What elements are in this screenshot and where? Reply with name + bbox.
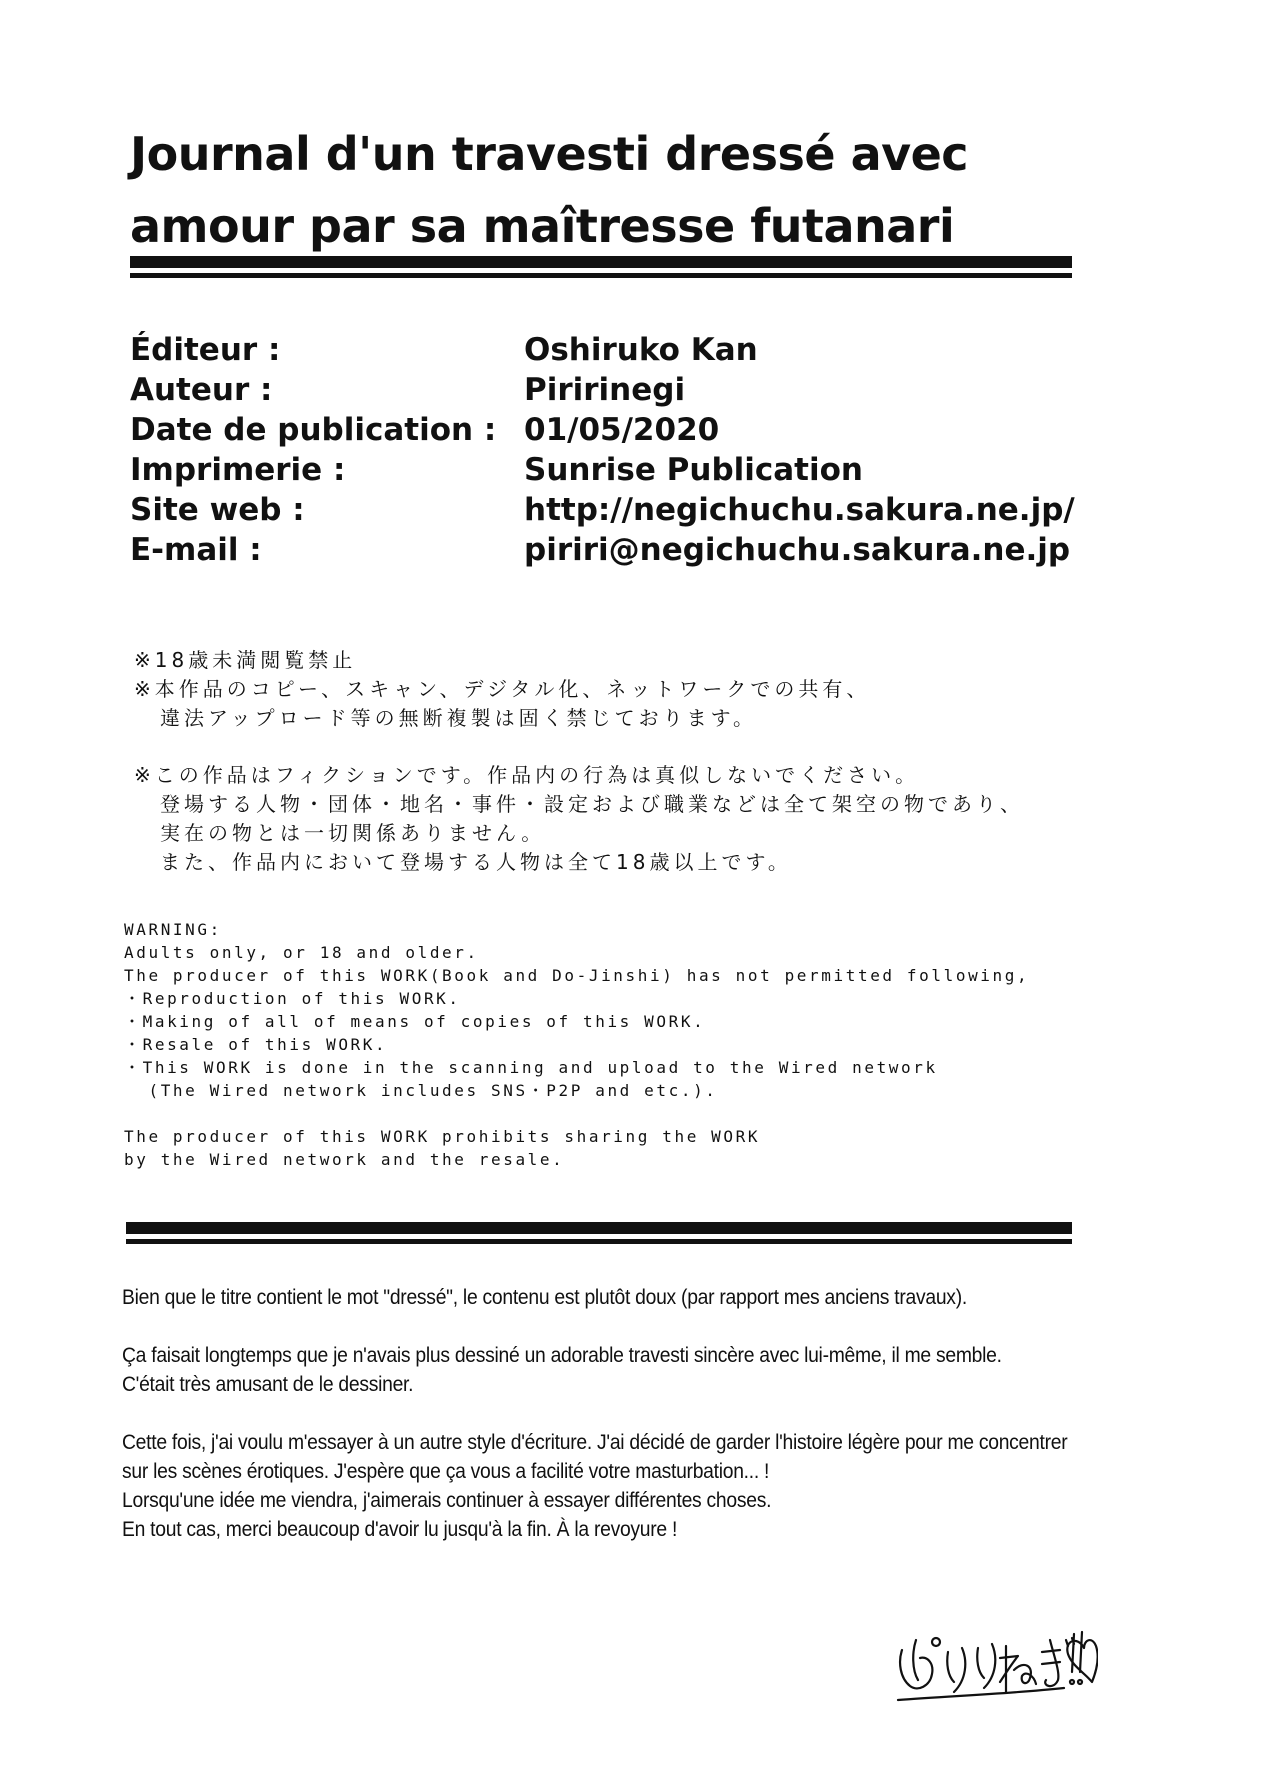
warning-line: WARNING: [124,920,222,939]
colophon-row-email [130,530,1075,570]
author-signature [888,1600,1098,1710]
colophon-value: Piririnegi [524,372,686,408]
notice-line: 実在の物とは一切関係ありません。 [160,821,546,845]
warning-line: Adults only, or 18 and older. [124,943,479,962]
divider-top [130,256,1072,278]
colophon-value: piriri@negichuchu.sakura.ne.jp [524,532,1071,568]
english-warning [124,918,1029,1171]
colophon-table [130,330,1075,570]
colophon-value: http://negichuchu.sakura.ne.jp/ [524,492,1075,528]
colophon-label: Site web : [130,492,305,528]
colophon-label: Imprimerie : [130,452,346,488]
colophon-label: Auteur : [130,372,273,408]
page-title [130,118,1130,262]
notice-line: 登場する人物・団体・地名・事件・設定および職業などは全て架空の物であり、 [160,792,1024,816]
afterword-line: Lorsqu'une idée me viendra, j'aimerais continuer à essayer différentes choses. [122,1489,772,1512]
notice-line: 違法アップロード等の無断複製は固く禁じております。 [160,706,757,730]
warning-line: The producer of this WORK(Book and Do-Jinshi) has not permitted following, [124,966,1030,985]
afterword-spacer [122,1312,1067,1341]
colophon-value: Oshiruko Kan [524,332,758,368]
signature-graphic [888,1600,1098,1710]
heart-icon [1067,1640,1097,1682]
afterword-line: Ça faisait longtemps que je n'avais plus dessiné un adorable travesti sincère avec lui-même, il me semble. [122,1344,1002,1367]
title-line-2: amour par sa maîtresse futanari [130,199,955,253]
title-line-1: Journal d'un travesti dressé avec [130,127,969,181]
afterword-line: Cette fois, j'ai voulu m'essayer à un autre style d'écriture. J'ai décidé de garder l'histoire légère pour me concentrer [122,1431,1068,1454]
notice-line: ※この作品はフィクションです。作品内の行為は真似しないでください。 [134,763,920,787]
colophon-row-author [130,370,1075,410]
afterword-line: Bien que le titre contient le mot "dressé", le contenu est plutôt doux (par rapport mes anciens travaux). [122,1286,967,1309]
warning-spacer [124,1102,1029,1125]
colophon-value: 01/05/2020 [524,412,720,448]
colophon-row-website [130,490,1075,530]
japanese-copyright-notice [134,646,870,733]
notice-line: ※18歳未満閲覧禁止 [134,648,357,672]
author-afterword [122,1283,1067,1544]
afterword-line: sur les scènes érotiques. J'espère que ça vous a facilité votre masturbation... ! [122,1460,770,1483]
warning-line: ・Reproduction of this WORK. [124,989,461,1008]
afterword-line: En tout cas, merci beaucoup d'avoir lu jusqu'à la fin. À la revoyure ! [122,1518,678,1541]
colophon-row-printer [130,450,1075,490]
warning-line: ・Making of all of means of copies of this WORK. [124,1012,706,1031]
warning-line: by the Wired network and the resale. [124,1150,565,1169]
colophon-row-editor [130,330,1075,370]
colophon-label: Éditeur : [130,332,281,368]
warning-line: The producer of this WORK prohibits sharing the WORK [124,1127,761,1146]
notice-line: また、作品内において登場する人物は全て18歳以上です。 [160,850,792,874]
afterword-line: C'était très amusant de le dessiner. [122,1373,414,1396]
afterword-spacer [122,1399,1067,1428]
divider-bottom [126,1222,1072,1244]
warning-line: ・Resale of this WORK. [124,1035,388,1054]
warning-line: ・This WORK is done in the scanning and upload to the Wired network [124,1058,938,1077]
colophon-value: Sunrise Publication [524,452,863,488]
japanese-fiction-notice [134,761,1024,877]
colophon-label: E-mail : [130,532,262,568]
warning-line: (The Wired network includes SNS・P2P and etc.). [124,1081,718,1100]
colophon-row-date [130,410,1075,450]
notice-line: ※本作品のコピー、スキャン、デジタル化、ネットワークでの共有、 [134,677,871,701]
colophon-label: Date de publication : [130,412,497,448]
